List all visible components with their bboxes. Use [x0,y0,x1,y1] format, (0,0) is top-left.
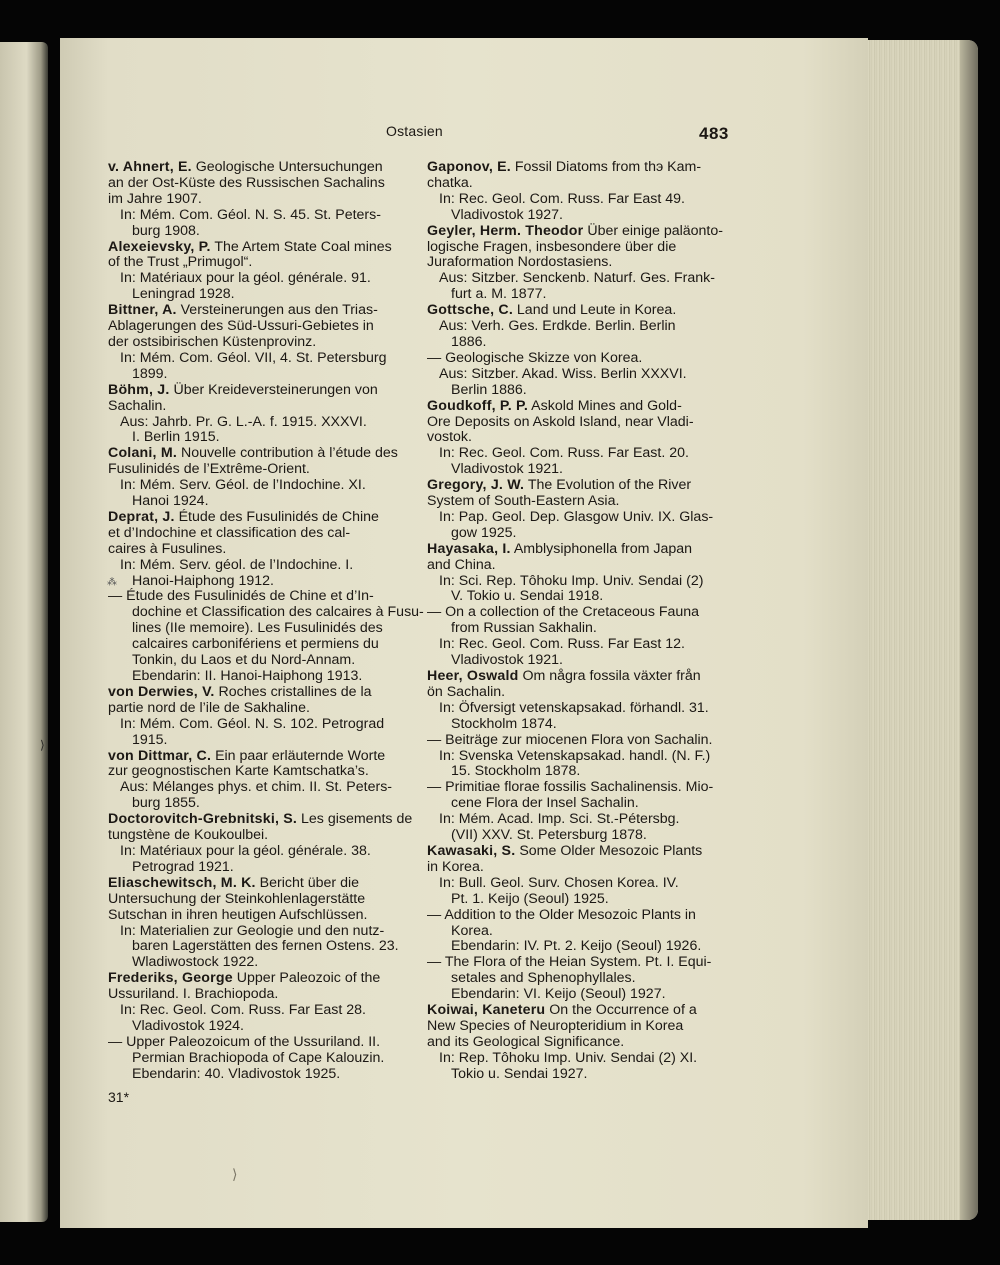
pencil-mark: ⟩ [232,1166,238,1182]
entry-text: Aus: Mélanges phys. et chim. II. St. Peters- [120,779,393,796]
entry-text: — Upper Paleozoicum of the Ussuriland. II. [108,1033,381,1050]
entry-text: burg 1908. [132,222,200,239]
entry-line [108,749,404,765]
entry-line [108,637,404,653]
entry-text: Some Older Mesozoic Plants [515,842,703,859]
entry-text: Wladiwostock 1922. [132,954,259,971]
entry-text: — Addition to the Older Mesozoic Plants in [427,906,696,923]
entry-line [427,971,723,987]
entry-line [427,574,723,590]
entry-line [108,1019,404,1035]
entry-line [108,796,404,812]
author-name: Deprat, J. [108,508,175,525]
entry-line [427,399,723,415]
entry-text: Ore Deposits on Askold Island, near Vladi- [427,413,694,430]
entry-line [108,255,404,271]
entry-line [108,908,404,924]
entry-text: Bericht über die [255,874,360,891]
bibliography-entry [108,383,404,447]
entry-text: Geologische Untersuchungen [191,159,383,175]
entry-line [108,287,404,303]
entry-line [427,1019,723,1035]
entry-line [427,287,723,303]
running-head: Ostasien [386,123,443,139]
entry-text: im Jahre 1907. [108,190,202,207]
bibliography-entry [427,160,723,224]
entry-text: Fusulinidés de l’Extrême-Orient. [108,461,310,478]
entry-line [427,908,723,924]
entry-text: Sachalin. [108,397,167,414]
entry-text: In: Bull. Geol. Surv. Chosen Korea. IV. [439,874,679,891]
entry-line [427,303,723,319]
entry-text: Berlin 1886. [451,381,527,398]
bibliography-entry [108,588,424,684]
entry-text: Untersuchung der Steinkohlenlagerstätte [108,890,366,907]
entry-line [108,240,404,256]
entry-line [108,367,404,383]
author-name: von Dittmar, C. [108,747,212,764]
entry-text: and China. [427,556,496,573]
entry-text: Ebendarin: VI. Keijo (Seoul) 1927. [451,986,666,1003]
entry-line [108,415,404,431]
entry-text: In: Mém. Com. Géol. VII, 4. St. Petersburg [120,349,387,366]
entry-text: In: Rec. Geol. Com. Russ. Far East 49. [439,190,686,207]
entry-text: Ein paar erläuternde Worte [211,747,386,764]
bibliography-entry [108,811,413,876]
entry-line [108,319,404,335]
bibliography-entry [427,1003,723,1083]
entry-text: New Species of Neuropteridium in Korea [427,1017,684,1034]
entry-line [108,589,404,605]
entry-line [427,415,723,431]
author-name: Bittner, A. [108,302,177,319]
entry-text: Ussuriland. I. Brachiopoda. [108,986,279,1003]
entry-line [427,240,723,256]
entry-text: 15. Stockholm 1878. [451,763,581,780]
entry-line [108,669,404,685]
entry-line [427,208,723,224]
entry-text: Nouvelle contribution à l’étude des [177,445,398,462]
author-name: Gottsche, C. [427,302,513,319]
entry-line [108,494,404,510]
entry-text: Land und Leute in Korea. [512,302,677,319]
entry-text: In: Matériaux pour la géol. générale. 38. [120,842,371,859]
entry-line [108,176,404,192]
entry-line [108,1067,404,1083]
entry-text: in Korea. [427,858,484,875]
entry-text: der ostsibirischen Küstenprovinz. [108,333,317,350]
entry-line [427,1003,723,1019]
entry-line [108,526,404,542]
entry-line [108,892,404,908]
page-number: 483 [699,124,729,143]
entry-line [427,669,723,685]
author-name: v. Ahnert, E. [108,159,192,175]
entry-line [427,494,723,510]
entry-line [427,860,723,876]
entry-line [427,733,723,749]
entry-line [108,430,404,446]
entry-line [108,1003,404,1019]
entry-text: Juraformation Nordostasiens. [427,254,613,271]
entry-line [427,478,723,494]
entry-line [427,589,723,605]
entry-line [108,764,404,780]
bibliography-entry [427,351,723,399]
bibliography-entry [108,510,404,590]
entry-line [108,335,404,351]
entry-text: chatka. [427,174,473,191]
entry-line [108,955,404,971]
entry-text: Vladivostok 1927. [451,206,563,223]
gutter-mark: ⟩ [40,738,45,752]
entry-line [108,924,404,940]
author-name: Alexeievsky, P. [108,238,211,255]
entry-line [108,478,404,494]
entry-text: Vladivostok 1924. [132,1017,244,1034]
entry-line [427,685,723,701]
entry-line [108,685,404,701]
entry-text: Tonkin, du Laos et du Nord-Annam. [132,652,356,669]
entry-line [108,1051,404,1067]
bibliography-entry [427,224,723,304]
entry-text: setales and Sphenophyllales. [451,970,636,987]
entry-text: In: Mém. Serv. géol. de l’Indochine. I. [120,556,354,573]
entry-text: Über einige paläonto- [583,222,723,239]
author-name: Doctorovitch-Grebnitski, S. [108,811,298,828]
ink-mark: ⁂ [107,577,117,588]
entry-text: zur geognostischen Karte Kamtschatka’s. [108,763,369,780]
entry-text: In: Matériaux pour la géol. générale. 91. [120,270,371,287]
entry-text: Amblysiphonella from Japan [510,540,693,557]
entry-line [108,383,404,399]
bibliography-entry [427,955,723,1003]
entry-text: In: Mém. Com. Géol. N. S. 45. St. Peters- [120,206,381,223]
entry-text: Les gisements de [297,811,413,828]
entry-text: Pt. 1. Keijo (Seoul) 1925. [451,890,609,907]
entry-text: System of South-Eastern Asia. [427,493,620,510]
entry-line [108,271,404,287]
entry-line [108,462,404,478]
entry-line [108,939,404,955]
entry-line [427,605,723,621]
entry-text: an der Ost-Küste des Russischen Sachalins [108,174,385,191]
entry-line [108,621,404,637]
entry-text: Aus: Sitzber. Akad. Wiss. Berlin XXXVI. [439,365,687,382]
entry-line [427,637,723,653]
entry-line [108,860,404,876]
entry-line [427,717,723,733]
entry-line [427,780,723,796]
entry-text: — Primitiae florae fossilis Sachalinensis. Mio- [427,779,714,796]
entry-line [427,224,723,240]
entry-line [108,558,404,574]
bibliography-entry [427,399,723,479]
entry-text: Versteinerungen aus den Trias- [176,302,378,319]
entry-text: 1915. [132,731,168,748]
entry-line [108,828,404,844]
entry-text: — On a collection of the Cretaceous Fauna [427,604,700,621]
entry-line [427,558,723,574]
entry-line [427,383,723,399]
entry-text: burg 1855. [132,795,200,812]
entry-line [108,510,404,526]
entry-text: Über Kreideversteinerungen von [169,381,378,398]
entry-line [427,924,723,940]
entry-text: cene Flora der Insel Sachalin. [451,795,639,812]
bibliography-entry [427,908,723,956]
entry-text: In: Rep. Tôhoku Imp. Univ. Sendai (2) XI. [439,1049,698,1066]
entry-text: Ebendarin: IV. Pt. 2. Keijo (Seoul) 1926. [451,938,702,955]
entry-line [108,303,404,319]
right-column [427,160,723,1083]
entry-text: Om några fossila växter från [518,668,701,684]
entry-text: In: Rec. Geol. Com. Russ. Far East 28. [120,1002,367,1019]
entry-line [108,399,404,415]
entry-line [108,160,404,176]
author-name: von Derwies, V. [108,683,215,700]
entry-text: partie nord de l’ile de Sakhaline. [108,699,310,716]
entry-text: In: Pap. Geol. Dep. Glasgow Univ. IX. Glas- [439,508,714,525]
author-name: Gregory, J. W. [427,477,525,494]
entry-line [108,542,404,558]
entry-text: caires à Fusulines. [108,540,227,557]
entry-text: 1886. [451,333,487,350]
bibliography-entry [427,669,723,733]
entry-line [108,192,404,208]
entry-text: Ebendarin: 40. Vladivostok 1925. [132,1065,341,1082]
entry-text: In: Svenska Vetenskapsakad. handl. (N. F.) [439,747,711,764]
entry-line [427,701,723,717]
entry-line [108,844,404,860]
entry-line [427,653,723,669]
entry-text: On the Occurrence of a [545,1002,697,1019]
entry-line [427,526,723,542]
book-page-edges [850,40,978,1220]
author-name: Heer, Oswald [427,668,519,684]
entry-line [427,255,723,271]
entry-text: tungstène de Koukoulbei. [108,827,269,844]
entry-text: In: Rec. Geol. Com. Russ. Far East 12. [439,636,686,653]
bibliography-entry [108,240,404,304]
entry-text: Hanoi 1924. [132,493,209,510]
entry-line [427,335,723,351]
entry-line [427,319,723,335]
entry-text: Aus: Sitzber. Senckenb. Naturf. Ges. Frank- [439,270,715,287]
entry-text: Aus: Verh. Ges. Erdkde. Berlin. Berlin [439,318,676,335]
entry-line [108,811,413,828]
entry-text: Ebendarin: II. Hanoi-Haiphong 1913. [132,668,363,684]
entry-line [427,430,723,446]
entry-text: vostok. [427,429,472,446]
entry-line [108,653,404,669]
entry-text: Leningrad 1928. [132,286,235,303]
entry-line [427,192,723,208]
entry-line [427,812,723,828]
entry-line [427,749,723,765]
left-column [108,159,424,1083]
entry-line [427,446,723,462]
entry-line [108,208,404,224]
entry-line [427,764,723,780]
entry-text: — The Flora of the Heian System. Pt. I. Equi- [427,954,712,971]
entry-text: Korea. [451,922,493,939]
entry-text: Upper Paleozoic of the [232,970,381,987]
bibliography-entry [427,605,723,669]
entry-line [108,604,424,621]
entry-text: logische Fragen, insbesondere über die [427,238,677,255]
entry-line [108,780,404,796]
bibliography-entry [427,478,723,542]
entry-text: In: Mém. Serv. Géol. de l’Indochine. XI. [120,477,366,494]
entry-line [427,987,723,1003]
bibliography-entry [427,844,723,908]
entry-text: from Russian Sakhalin. [451,620,597,637]
entry-line [427,510,723,526]
entry-text: — Geologische Skizze von Korea. [427,349,643,366]
entry-text: Ablagerungen des Süd-Ussuri-Gebietes in [108,318,374,335]
entry-line [108,987,404,1003]
entry-text: Vladivostok 1921. [451,652,563,669]
entry-text: of the Trust „Primugol“. [108,254,253,271]
entry-line [427,955,723,971]
entry-line [427,796,723,812]
bibliography-entry [108,876,404,971]
bibliography-entry [108,446,404,510]
entry-text: Permian Brachiopoda of Cape Kalouzin. [132,1049,385,1066]
author-name: Frederiks, George [108,970,233,987]
entry-line [427,1051,723,1067]
entry-line [427,844,723,860]
entry-text: In: Öfversigt vetenskapsakad. förhandl. 31. [439,699,709,716]
entry-line [427,876,723,892]
author-name: Goudkoff, P. P. [427,397,529,414]
entry-text: In: Sci. Rep. Tôhoku Imp. Univ. Sendai (2) [439,572,704,589]
entry-text: lines (IIe memoire). Les Fusulinidés des [132,620,383,637]
entry-text: Askold Mines and Gold- [528,397,682,414]
entry-line [108,876,404,892]
entry-text: baren Lagerstätten des fernen Ostens. 23. [132,938,399,955]
entry-text: Hanoi-Haiphong 1912. [132,572,274,589]
entry-line [108,733,404,749]
author-name: Koiwai, Kaneteru [427,1002,546,1019]
entry-text: In: Materialien zur Geologie und den nutz- [120,922,385,939]
entry-line [108,971,404,987]
entry-line [427,271,723,287]
entry-text: Sutschan in ihren heutigen Aufschlüssen. [108,906,368,923]
entry-line [427,462,723,478]
entry-line [427,892,723,908]
author-name: Böhm, J. [108,381,170,398]
author-name: Kawasaki, S. [427,842,516,859]
entry-text: gow 1925. [451,524,517,541]
entry-line [108,224,404,240]
entry-text: (VII) XXV. St. Petersburg 1878. [451,827,647,844]
bibliography-entry [108,1035,404,1083]
entry-text: and its Geological Significance. [427,1033,625,1050]
entry-text: The Artem State Coal mines [210,238,392,255]
entry-text: calcaires carbonifériens et permiens du [132,636,379,653]
entry-text: Roches cristallines de la [214,683,372,700]
bibliography-entry [108,160,404,240]
author-name: Geyler, Herm. Theodor [427,222,584,239]
entry-text: — Étude des Fusulinidés de Chine et d’In- [108,588,374,605]
entry-line [108,717,404,733]
entry-text: In: Mém. Com. Géol. N. S. 102. Petrograd [120,715,385,732]
bibliography-entry [427,733,723,781]
entry-line [108,446,404,462]
entry-line [427,621,723,637]
entry-line [427,176,723,192]
entry-text: Tokio u. Sendai 1927. [451,1065,588,1082]
entry-line [108,351,404,367]
entry-line [427,1067,723,1083]
signature-mark: 31* [108,1089,130,1105]
entry-text: In: Mém. Acad. Imp. Sci. St.-Pétersbg. [439,811,680,828]
entry-line [427,1035,723,1051]
entry-line [427,351,723,367]
bibliography-entry [108,303,404,383]
entry-text: dochine et Classification des calcaires à Fusu- [132,604,424,621]
entry-text: V. Tokio u. Sendai 1918. [451,588,604,605]
entry-text: Vladivostok 1921. [451,461,563,478]
entry-line [427,367,723,383]
author-name: Gaponov, E. [427,159,511,175]
entry-text: Petrograd 1921. [132,858,234,875]
previous-page-edge [0,42,48,1222]
entry-text: — Beiträge zur miocenen Flora von Sachalin. [427,731,713,748]
entry-text: I. Berlin 1915. [132,429,220,446]
entry-text: 1899. [132,365,168,382]
entry-text: furt a. M. 1877. [451,286,547,303]
entry-text: Étude des Fusulinidés de Chine [174,508,379,525]
entry-text: The Evolution of the River [524,477,692,494]
entry-line [427,542,723,558]
bibliography-entry [427,303,723,351]
author-name: Colani, M. [108,445,177,462]
entry-line [108,1035,404,1051]
entry-text: In: Rec. Geol. Com. Russ. Far East. 20. [439,445,689,462]
bibliography-entry [427,542,723,606]
entry-line [108,701,404,717]
entry-text: ön Sachalin. [427,683,506,700]
entry-text: Fossil Diatoms from thэ Kam- [510,159,702,175]
author-name: Eliaschewitsch, M. K. [108,874,256,891]
entry-text: Stockholm 1874. [451,715,557,732]
entry-text: Aus: Jahrb. Pr. G. L.-A. f. 1915. XXXVI. [120,413,367,430]
bibliography-entry [108,971,404,1035]
bibliography-entry [108,749,404,813]
entry-line [427,939,723,955]
bibliography-entry [427,780,723,844]
author-name: Hayasaka, I. [427,540,511,557]
entry-line [427,828,723,844]
entry-text: et d’Indochine et classification des cal- [108,524,351,541]
entry-line [427,160,723,176]
bibliography-entry [108,685,404,749]
